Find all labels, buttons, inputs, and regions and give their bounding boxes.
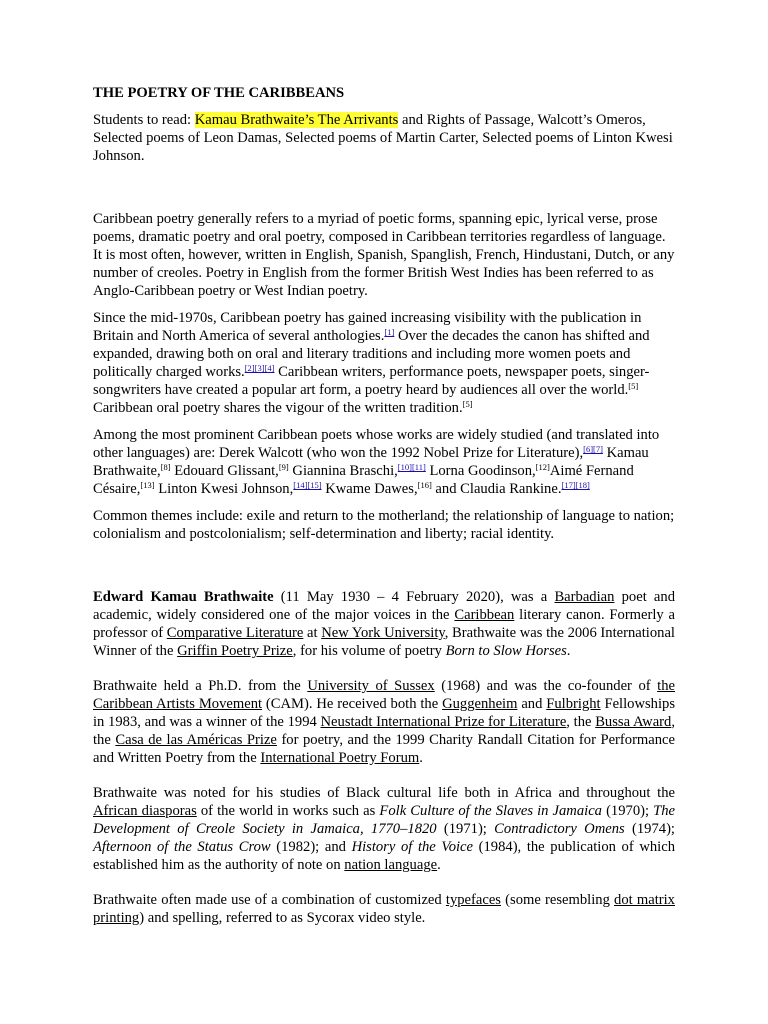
text: Edouard Glissant, xyxy=(170,463,279,479)
link-griffin-poetry-prize[interactable]: Griffin Poetry Prize xyxy=(177,643,293,659)
text: . xyxy=(437,857,441,873)
text: (1982); and xyxy=(270,839,352,855)
book-title: Contradictory Omens xyxy=(494,821,625,837)
text: Brathwaite held a Ph.D. from the xyxy=(93,678,308,694)
text: . xyxy=(419,750,423,766)
link-bussa-award[interactable]: Bussa Award xyxy=(595,714,672,730)
text: ) and spelling, referred to as Sycorax video style. xyxy=(139,910,426,926)
link-fulbright[interactable]: Fulbright xyxy=(546,696,601,712)
text: (1974); xyxy=(624,821,675,837)
book-title: The Development of Creole Society in Jamaica, 1770–1820 xyxy=(93,803,676,837)
text: (1984), the publication of which established him as the authority of note on xyxy=(93,839,676,873)
text: Brathwaite often made use of a combination of customized xyxy=(93,892,446,908)
link-university-of-sussex[interactable]: University of Sussex xyxy=(307,678,435,694)
bio-name: Edward Kamau Brathwaite xyxy=(93,589,274,605)
text: (some resembling xyxy=(501,892,615,908)
book-title: History of the Voice xyxy=(351,839,474,855)
text: Caribbean writers, performance poets, newspaper poets, singer-songwriters have created a popular art form, a poetry heard by audiences all over the world. xyxy=(93,364,650,398)
text: Giannina Braschi, xyxy=(288,463,398,479)
link-typefaces[interactable]: typefaces xyxy=(445,892,501,908)
text: (1971); xyxy=(436,821,495,837)
document-page xyxy=(93,84,675,944)
text: Among the most prominent Caribbean poets whose works are widely studied (and translated into other languages) are: Derek Walcott (who won the 1992 Nobel Prize for Literature), xyxy=(93,427,660,461)
reading-lead: Students to read: xyxy=(93,112,195,128)
bio-paragraph-3 xyxy=(93,784,675,874)
citation-link[interactable]: [17][18] xyxy=(561,480,590,490)
citation-mark: [5] xyxy=(462,399,473,409)
citation-mark: [16] xyxy=(417,480,432,490)
text: poet and academic, widely considered one of the major voices in the xyxy=(93,589,676,623)
citation-link[interactable]: [14][15] xyxy=(293,480,322,490)
link-casa-de-las-americas-prize[interactable]: Casa de las Américas Prize xyxy=(115,732,277,748)
citation-mark: [8] xyxy=(160,462,171,472)
link-dot-matrix-printing[interactable]: dot matrix printing xyxy=(93,892,675,926)
citation-mark: [12] xyxy=(535,462,550,472)
citation-link[interactable]: [6][7] xyxy=(583,444,603,454)
link-caribbean-artists-movement[interactable]: the Caribbean Artists Movement xyxy=(93,678,675,712)
page-title: THE POETRY OF THE CARIBBEANS xyxy=(93,85,345,101)
text: Kamau Brathwaite, xyxy=(93,445,649,479)
bio-paragraph-1 xyxy=(93,588,675,660)
text: (CAM). He received both the xyxy=(262,696,443,712)
text: and xyxy=(517,696,547,712)
text: and Claudia Rankine. xyxy=(431,481,562,497)
text: Aimé Fernand Césaire, xyxy=(93,463,634,497)
text: , the xyxy=(93,714,675,748)
text: Caribbean oral poetry shares the vigour of the written tradition. xyxy=(93,400,463,416)
citation-link[interactable]: [2][3][4] xyxy=(244,363,275,373)
intro-paragraph-4: Common themes include: exile and return to the motherland; the relationship of language to nation; colonialism and postcolonialism; self-determination and liberty; racial identity. xyxy=(93,508,675,542)
intro-paragraph-1: Caribbean poetry generally refers to a myriad of poetic forms, spanning epic, lyrical verse, prose poems, dramatic poetry and oral poetry, composed in Caribbean territories regardless of language. It is most often, however, written in English, Spanish, Spanglish, French, Hindustani, Dutch, or any number of creoles. Poetry in English from the former British West Indies has been referred to as Anglo-Caribbean poetry or West Indian poetry. xyxy=(93,211,675,299)
text: (1968) and was the co-founder of xyxy=(434,678,658,694)
reading-rest: and Rights of Passage, Walcott’s Omeros, Selected poems of Leon Damas, Selected poems of Martin Carter, Selected poems of Linton Kwesi Johnson. xyxy=(93,112,673,164)
link-barbadian[interactable]: Barbadian xyxy=(554,589,615,605)
link-caribbean[interactable]: Caribbean xyxy=(454,607,515,623)
citation-link[interactable]: [1] xyxy=(384,327,395,337)
citation-mark: [9] xyxy=(278,462,289,472)
bio-paragraph-4 xyxy=(93,891,675,927)
text: Over the decades the canon has shifted and expanded, drawing both on oral and literary traditions and including more women poets and politically charged works. xyxy=(93,328,650,380)
book-title: Afternoon of the Status Crow xyxy=(93,839,271,855)
link-nation-language[interactable]: nation language xyxy=(344,857,438,873)
bio-paragraph-2 xyxy=(93,677,675,767)
highlighted-text: Kamau Brathwaite’s The Arrivants xyxy=(194,112,399,128)
text: literary canon. Formerly a professor of xyxy=(93,607,676,641)
text: at xyxy=(303,625,322,641)
text: of the world in works such as xyxy=(196,803,380,819)
text: Since the mid-1970s, Caribbean poetry has gained increasing visibility with the publication in Britain and North America of several anthologies. xyxy=(93,310,642,344)
spacer xyxy=(93,552,675,588)
link-comparative-literature[interactable]: Comparative Literature xyxy=(166,625,304,641)
text: Fellowships in 1983, and was a winner of the 1994 xyxy=(93,696,676,730)
text: (1970); xyxy=(601,803,654,819)
reading-list xyxy=(93,111,675,165)
biography-section xyxy=(93,588,675,927)
citation-mark: [5] xyxy=(628,381,639,391)
citation-mark: [13] xyxy=(140,480,155,490)
text: Kwame Dawes, xyxy=(321,481,418,497)
spacer xyxy=(93,174,675,210)
link-international-poetry-forum[interactable]: International Poetry Forum xyxy=(260,750,420,766)
book-title: Born to Slow Horses xyxy=(445,643,567,659)
book-title: Folk Culture of the Slaves in Jamaica xyxy=(379,803,602,819)
text: , for his volume of poetry xyxy=(292,643,446,659)
citation-link[interactable]: [10][11] xyxy=(397,462,426,472)
link-neustadt-prize[interactable]: Neustadt International Prize for Literature xyxy=(320,714,567,730)
text: Brathwaite was noted for his studies of Black cultural life both in Africa and throughout the xyxy=(93,785,675,801)
text: for poetry, and the 1999 Charity Randall Citation for Performance and Written Poetry from the xyxy=(93,732,676,766)
text: Lorna Goodinson, xyxy=(425,463,536,479)
text: , the xyxy=(566,714,596,730)
intro-paragraph-3 xyxy=(93,426,675,498)
link-new-york-university[interactable]: New York University xyxy=(321,625,445,641)
link-guggenheim[interactable]: Guggenheim xyxy=(442,696,518,712)
text: . xyxy=(566,643,571,659)
text: (11 May 1930 – 4 February 2020), was a xyxy=(273,589,555,605)
link-african-diasporas[interactable]: African diasporas xyxy=(93,803,197,819)
text: , Brathwaite was the 2006 International Winner of the xyxy=(93,625,675,659)
text: Linton Kwesi Johnson, xyxy=(154,481,294,497)
intro-paragraph-2 xyxy=(93,309,675,417)
